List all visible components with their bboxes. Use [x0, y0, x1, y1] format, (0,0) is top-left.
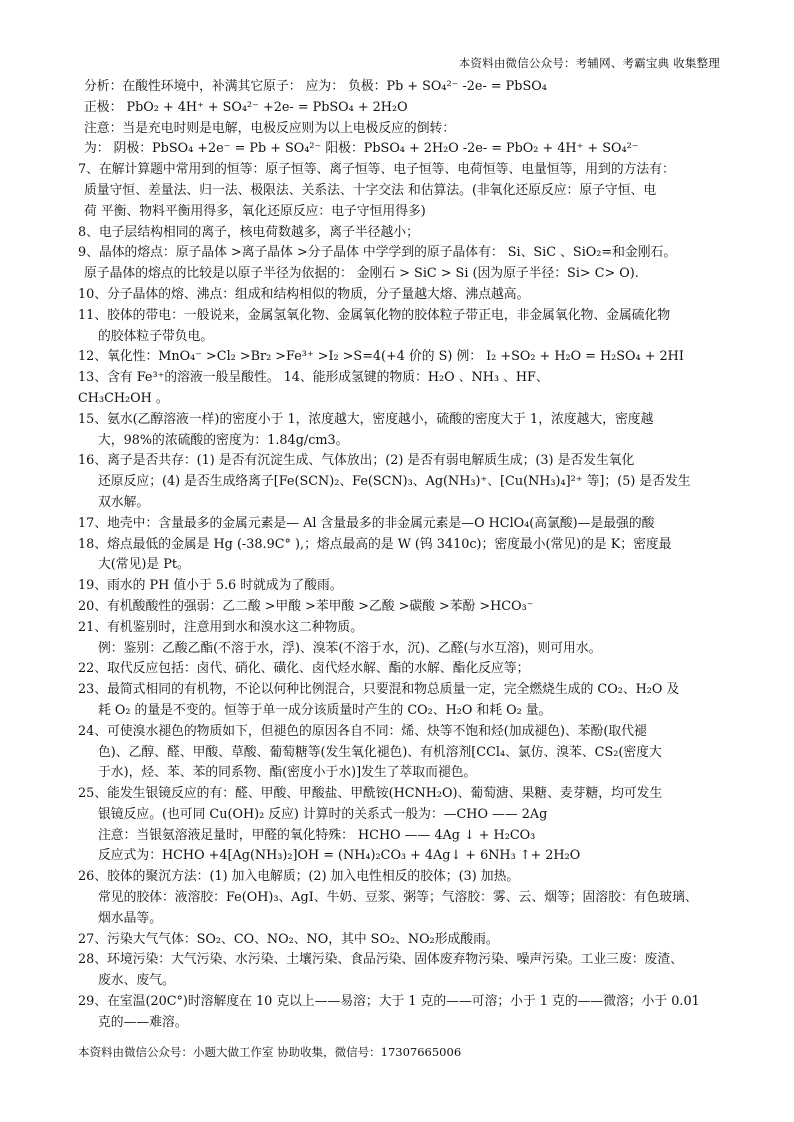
text-line: 质量守恒、差量法、归一法、极限法、关系法、十字交法 和估算法。(非氧化还原反应：原子守恒、电 — [84, 182, 657, 198]
text-line: 例：鉴别：乙酸乙酯(不溶于水，浮)、溴苯(不溶于水，沉)、乙醛(与水互溶)，则可用水。 — [98, 640, 602, 656]
text-line: 废水、废气。 — [98, 973, 175, 989]
text-line: 还原反应；(4) 是否生成络离子[Fe(SCN)₂、Fe(SCN)₃、Ag(NH₃)⁺、[Cu(NH₃)₄]²⁺ 等]；(5) 是否发生 — [98, 474, 691, 490]
text-line: 的胶体粒子带负电。 — [98, 328, 214, 344]
text-line: 色)、乙醇、醛、甲酸、草酸、葡萄糖等(发生氧化褪色)、有机溶剂[CCl₄、氯仿、溴苯、CS₂(密度大 — [98, 744, 662, 760]
document-body — [78, 77, 732, 1034]
text-line: 大(常见)是 Pt。 — [98, 557, 190, 573]
text-line: 10、分子晶体的熔、沸点：组成和结构相似的物质，分子量越大熔、沸点越高。 — [78, 286, 530, 302]
text-line: 24、可使溴水褪色的物质如下，但褪色的原因各自不同：烯、炔等不饱和烃(加成褪色)、苯酚(取代褪 — [78, 723, 647, 739]
text-line: 29、在室温(20C°)时溶解度在 10 克以上——易溶；大于 1 克的——可溶；小于 1 克的——微溶；小于 0.01 — [78, 994, 700, 1010]
text-line: 注意：当是充电时则是电解，电极反应则为以上电极反应的倒转： — [84, 120, 456, 136]
text-line: 21、有机鉴别时，注意用到水和溴水这二种物质。 — [78, 619, 364, 635]
text-line: 分析：在酸性环境中，补满其它原子： 应为： 负极：Pb + SO₄²⁻ -2e- = PbSO₄ — [84, 79, 547, 94]
text-line: 9、晶体的熔点：原子晶体 >离子晶体 >分子晶体 中学学到的原子晶体有： Si、SiC 、SiO₂=和金刚石。 — [78, 245, 677, 261]
text-line: 28、环境污染：大气污染、水污染、土壤污染、食品污染、固体废弃物污染、噪声污染。工业三废：废渣、 — [78, 952, 683, 968]
text-line: 25、能发生银镜反应的有：醛、甲酸、甲酸盐、甲酰铵(HCNH₂O)、葡萄溏、果糖、麦芽糖，均可发生 — [78, 786, 663, 802]
text-line: 原子晶体的熔点的比较是以原子半径为依据的： 金刚石 > SiC > Si (因为原子半径：Si> C> O). — [84, 266, 639, 282]
text-line: 反应式为：HCHO +4[Ag(NH₃)₂]OH = (NH₄)₂CO₃ + 4Ag↓ + 6NH₃ ↑+ 2H₂O — [98, 848, 581, 864]
text-line: 克的——难溶。 — [98, 1014, 188, 1030]
text-line: 常见的胶体：液溶胶：Fe(OH)₃、AgI、牛奶、豆浆、粥等；气溶胶：雾、云、烟等；固溶胶：有色玻璃、 — [98, 890, 698, 906]
text-line: 13、含有 Fe³⁺的溶液一般呈酸性。 14、能形成氢键的物质：H₂O 、NH₃ 、HF、 — [78, 370, 549, 386]
text-line: 双水解。 — [98, 494, 150, 510]
page-footer-source-note: 本资料由微信公众号：小题大做工作室 协助收集，微信号：17307665006 — [78, 1045, 462, 1059]
text-line: 7、在解计算题中常用到的恒等：原子恒等、离子恒等、电子恒等、电荷恒等、电量恒等，用到的方法有： — [78, 162, 675, 178]
text-line: 19、雨水的 PH 值小于 5.6 时就成为了酸雨。 — [78, 578, 343, 594]
text-line: 银镜反应。(也可同 Cu(OH)₂ 反应) 计算时的关系式一般为：—CHO —— 2Ag — [98, 806, 548, 822]
text-line: 27、污染大气气体：SO₂、CO、NO₂、NO，其中 SO₂、NO₂形成酸雨。 — [78, 931, 499, 947]
text-line: 15、氨水(乙醇溶液一样)的密度小于 1，浓度越大，密度越小，硫酸的密度大于 1，浓度越大，密度越 — [78, 411, 654, 427]
text-line: 23、最简式相同的有机物，不论以何种比例混合，只要混和物总质量一定，完全燃烧生成的 CO₂、H₂O 及 — [78, 682, 680, 698]
text-line: 12、氧化性：MnO₄⁻ >Cl₂ >Br₂ >Fe³⁺ >I₂ >S=4(+4 价的 S) 例： I₂ +SO₂ + H₂O = H₂SO₄ + 2HI — [78, 349, 684, 365]
text-line: 烟水晶等。 — [98, 910, 162, 926]
text-line: 大，98%的浓硫酸的密度为：1.84g/cm3。 — [98, 432, 349, 448]
text-line: 注意：当银氨溶液足量时，甲醛的氧化特殊： HCHO —— 4Ag ↓ + H₂CO₃ — [98, 827, 536, 843]
text-line: 26、胶体的聚沉方法：(1) 加入电解质；(2) 加入电性相反的胶体；(3) 加热。 — [78, 869, 520, 885]
text-line: 18、熔点最低的金属是 Hg (-38.9C° ),；熔点最高的是 W (钨 3410c)；密度最小(常见)的是 K；密度最 — [78, 536, 672, 552]
text-line: 荷 平衡、物料平衡用得多，氧化还原反应：电子守恒用得多) — [84, 203, 426, 219]
text-line: 11、胶体的带电：一般说来，金属氢氧化物、金属氧化物的胶体粒子带正电，非金属氧化物、金属硫化物 — [78, 307, 671, 323]
text-line: 20、有机酸酸性的强弱：乙二酸 >甲酸 >苯甲酸 >乙酸 >碳酸 >苯酚 >HCO₃⁻ — [78, 598, 534, 614]
text-line: 22、取代反应包括：卤代、硝化、磺化、卤代烃水解、酯的水解、酯化反应等； — [78, 661, 530, 677]
text-line: 耗 O₂ 的量是不变的。恒等于单一成分该质量时产生的 CO₂、H₂O 和耗 O₂ 量。 — [98, 702, 552, 718]
text-line: CH₃CH₂OH 。 — [78, 390, 169, 406]
page-header-source-note: 本资料由微信公众号：考辅网、考霸宝典 收集整理 — [458, 56, 720, 70]
text-line: 于水)，烃、苯、苯的同系物、酯(密度小于水)]发生了萃取而褪色。 — [98, 765, 477, 781]
text-line: 16、离子是否共存：(1) 是否有沉淀生成、气体放出；(2) 是否有弱电解质生成；(3) 是否发生氧化 — [78, 453, 635, 469]
text-line: 为： 阴极：PbSO₄ +2e⁻ = Pb + SO₄²⁻ 阳极：PbSO₄ + 2H₂O -2e- = PbO₂ + 4H⁺ + SO₄²⁻ — [84, 141, 639, 157]
text-line: 8、电子层结构相同的离子，核电荷数越多，离子半径越小； — [78, 224, 419, 240]
text-line: 17、地壳中：含量最多的金属元素是— Al 含量最多的非金属元素是—O HClO₄(高氯酸)—是最强的酸 — [78, 515, 655, 531]
text-line: 正极： PbO₂ + 4H⁺ + SO₄²⁻ +2e- = PbSO₄ + 2H₂O — [84, 99, 408, 115]
